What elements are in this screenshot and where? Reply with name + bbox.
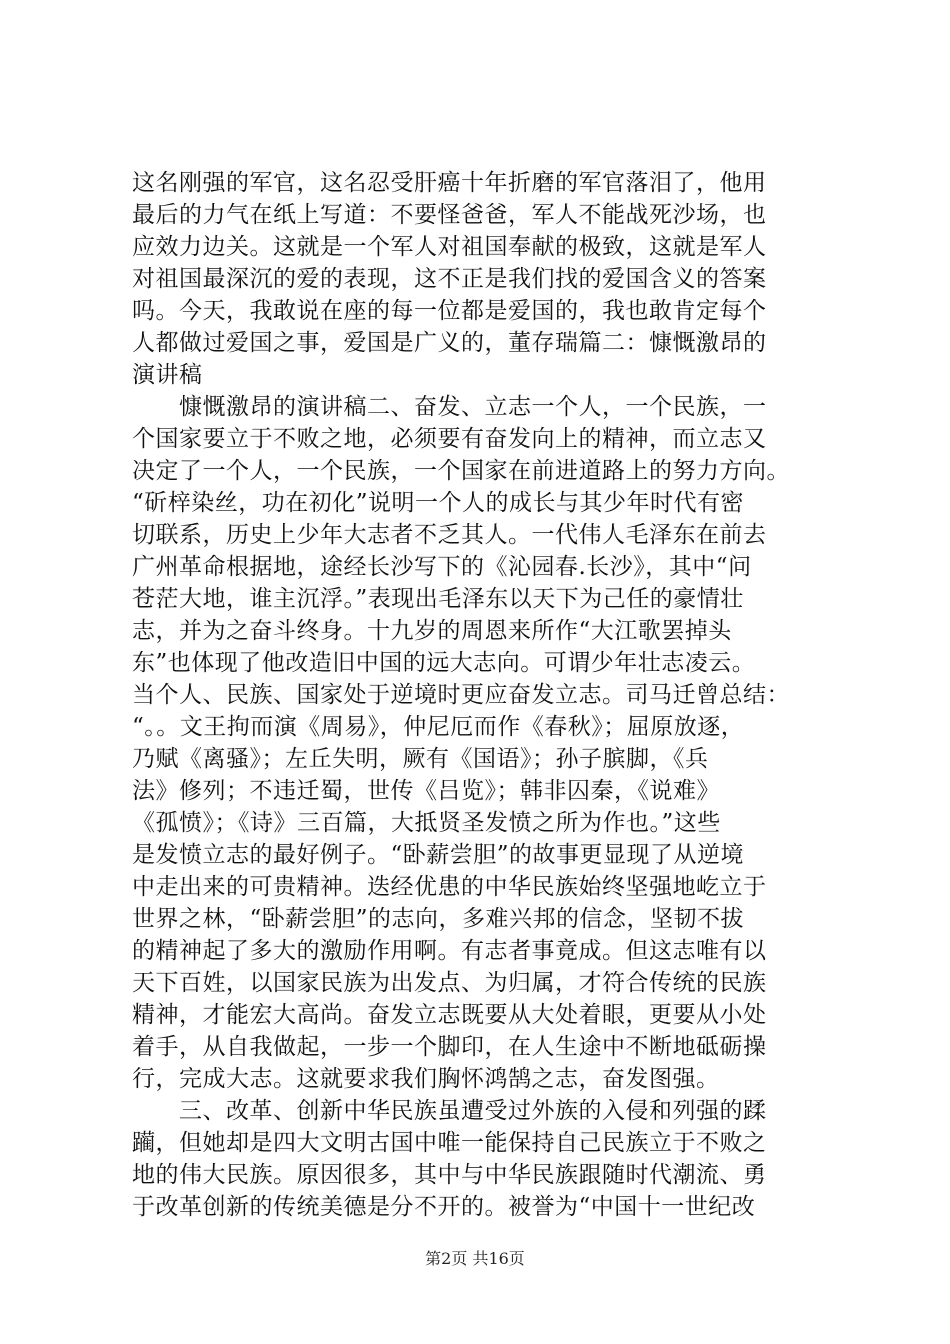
- page-footer: 第2页 共16页: [425, 1249, 525, 1268]
- text-line: 着手，从自我做起，一步一个脚印，在人生途中不断地砥砺操: [132, 1034, 767, 1060]
- text-line: 对祖国最深沉的爱的表现，这不正是我们找的爱国含义的答案: [132, 266, 767, 292]
- text-line: 精神，才能宏大高尚。奋发立志既要从大处着眼，更要从小处: [132, 1002, 767, 1028]
- text-line: 广州革命根据地，途经长沙写下的《沁园春.长沙》，其中“问: [132, 554, 752, 580]
- text-line: 的精神起了多大的激励作用啊。有志者事竟成。但这志唯有以: [132, 938, 767, 964]
- text-line: 切联系，历史上少年大志者不乏其人。一代伟人毛泽东在前去: [132, 522, 767, 548]
- text-line: 个国家要立于不败之地，必须要有奋发向上的精神，而立志又: [132, 426, 767, 452]
- text-line: 东”也体现了他改造旧中国的远大志向。可谓少年壮志凌云。: [132, 650, 756, 676]
- text-line: 应效力边关。这就是一个军人对祖国奉献的极致，这就是军人: [132, 234, 767, 260]
- text-line: 于改革创新的传统美德是分不开的。被誉为“中国十一世纪改: [132, 1194, 756, 1220]
- text-line: 苍茫大地，谁主沉浮。”表现出毛泽东以天下为己任的豪情壮: [132, 586, 744, 612]
- text-line: 中走出来的可贵精神。迭经优患的中华民族始终坚强地屹立于: [132, 874, 767, 900]
- text-line: 慷慨激昂的演讲稿二、奋发、立志一个人，一个民族，一: [132, 394, 767, 420]
- text-line: 《孤愤》；《诗》三百篇，大抵贤圣发愤之所为作也。”这些: [132, 810, 721, 836]
- text-line: 乃赋《离骚》；左丘失明，厥有《国语》；孙子膑脚，《兵: [132, 746, 709, 772]
- text-line: 当个人、民族、国家处于逆境时更应奋发立志。司马迁曾总结：: [132, 682, 790, 708]
- text-line: 法》修列；不违迁蜀，世传《吕览》；韩非囚秦，《说难》: [132, 778, 720, 804]
- text-line: “。。文王拘而演《周易》，仲尼厄而作《春秋》；屈原放逐，: [132, 714, 745, 740]
- text-line: 演讲稿: [132, 362, 203, 388]
- text-line: “斫梓染丝，功在初化”说明一个人的成长与其少年时代有密: [132, 490, 745, 516]
- text-line: 吗。今天，我敢说在座的每一位都是爱国的，我也敢肯定每个: [132, 298, 767, 324]
- text-line: 行，完成大志。这就要求我们胸怀鸿鹄之志，奋发图强。: [132, 1066, 720, 1092]
- text-line: 是发愤立志的最好例子。“卧薪尝胆”的故事更显现了从逆境: [132, 842, 745, 868]
- text-line: 志，并为之奋斗终身。十九岁的周恩来所作“大江歌罢掉头: [132, 618, 732, 644]
- text-line: 地的伟大民族。原因很多，其中与中华民族跟随时代潮流、勇: [132, 1162, 767, 1188]
- text-line: 三、改革、创新中华民族虽遭受过外族的入侵和列强的蹂: [132, 1098, 767, 1124]
- text-line: 天下百姓，以国家民族为出发点、为归属，才符合传统的民族: [132, 970, 767, 996]
- text-line: 世界之林，“卧薪尝胆”的志向，多难兴邦的信念，坚韧不拔: [132, 906, 745, 932]
- text-line: 最后的力气在纸上写道：不要怪爸爸，军人不能战死沙场，也: [132, 202, 767, 228]
- text-line: 决定了一个人，一个民族，一个国家在前进道路上的努力方向。: [132, 458, 790, 484]
- text-line: 这名刚强的军官，这名忍受肝癌十年折磨的军官落泪了，他用: [132, 170, 767, 196]
- text-line: 躏，但她却是四大文明古国中唯一能保持自己民族立于不败之: [132, 1130, 767, 1156]
- text-line: 人都做过爱国之事，爱国是广义的，董存瑞篇二：慷慨激昂的: [132, 330, 767, 356]
